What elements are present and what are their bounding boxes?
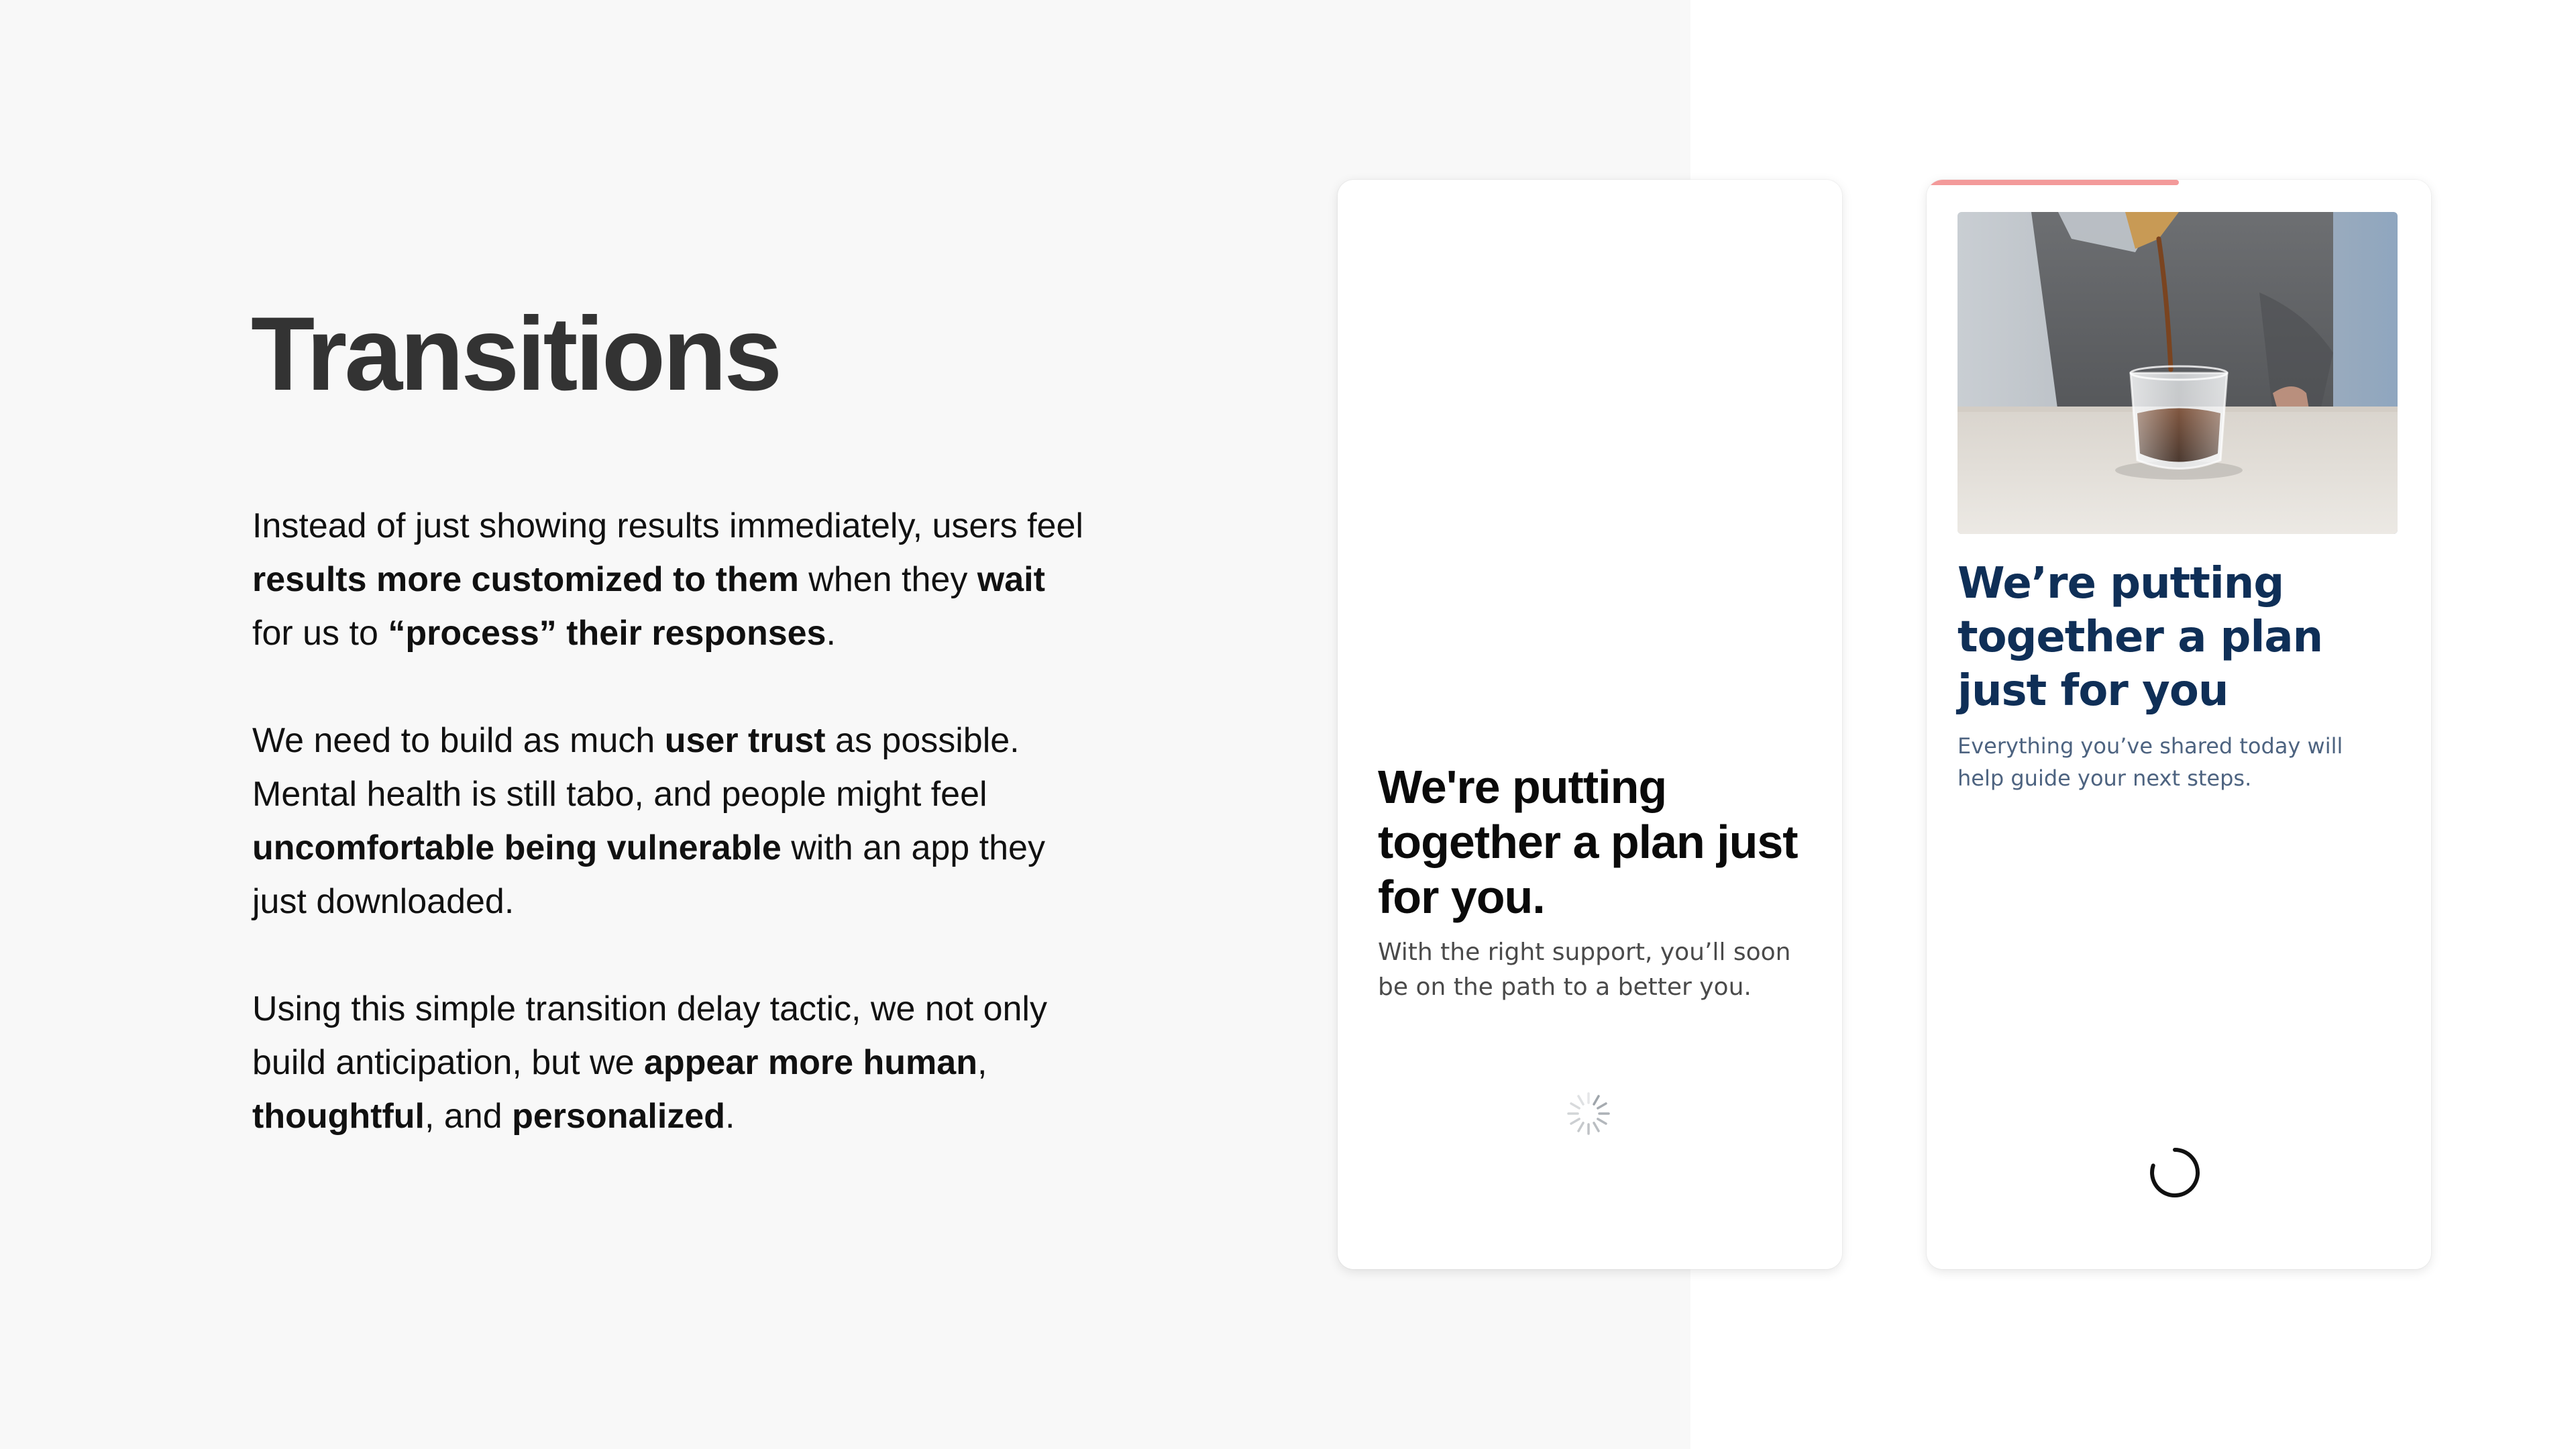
plan-subtext-branded: Everything you’ve shared today will help guide your next steps. <box>1957 733 2343 791</box>
progress-bar-fill <box>1927 180 2179 185</box>
body-paragraph <box>252 499 1084 660</box>
spinner-spoke <box>1571 1119 1579 1124</box>
emphasis-text: user trust <box>664 721 826 760</box>
emphasis-text: uncomfortable being vulnerable <box>252 828 782 867</box>
emphasis-text: “process” their responses <box>388 614 826 653</box>
body-copy <box>252 499 1084 1197</box>
body-paragraph <box>252 714 1084 928</box>
emphasis-text: results more customized to them <box>252 560 799 599</box>
emphasis-text: appear more human <box>643 1043 977 1082</box>
body-text: We need to build as much <box>252 721 665 760</box>
spinner-spoke <box>1571 1104 1579 1108</box>
body-text: , and <box>424 1097 513 1136</box>
body-text: . <box>724 1097 735 1136</box>
spinner-spoke <box>1578 1096 1583 1104</box>
emphasis-text: personalized <box>512 1097 725 1136</box>
body-text: Instead of just showing results immediately, users feel <box>252 506 1083 545</box>
spinner-spoke <box>1594 1096 1599 1104</box>
emphasis-text: thoughtful <box>252 1097 425 1136</box>
body-text: when they <box>798 560 977 599</box>
body-text: as possible. Mental health is still tabo, and people might feel <box>252 721 1020 814</box>
plan-heading-branded: We’re putting together a plan just for you <box>1957 559 2323 716</box>
phone-mockup-photo <box>1927 180 2431 1269</box>
emphasis-text: wait <box>977 560 1045 599</box>
phone-mockup-plain <box>1338 180 1842 1269</box>
body-text: . <box>826 614 836 653</box>
body-text: for us to <box>252 614 388 653</box>
spinner-spoke <box>1594 1123 1599 1131</box>
activity-indicator-icon <box>1566 1091 1611 1136</box>
slide-title: Transitions <box>251 296 780 413</box>
spinner-spoke <box>1578 1123 1583 1131</box>
body-text: Using this simple transition delay tactic, we not only build anticipation, but we <box>252 989 1047 1082</box>
coffee-pour-photo <box>1957 212 2398 534</box>
spinner-spoke <box>1598 1119 1606 1124</box>
progress-bar <box>1927 180 2431 185</box>
body-paragraph <box>252 982 1084 1143</box>
loading-ring-icon <box>2148 1146 2202 1199</box>
body-text: with an app they just downloaded. <box>252 828 1045 921</box>
body-text: , <box>977 1043 987 1082</box>
plan-heading: We're putting together a plan just for you. <box>1378 761 1798 923</box>
spinner-spoke <box>1598 1104 1606 1108</box>
plan-subtext: With the right support, you’ll soon be on the path to a better you. <box>1378 938 1791 1001</box>
